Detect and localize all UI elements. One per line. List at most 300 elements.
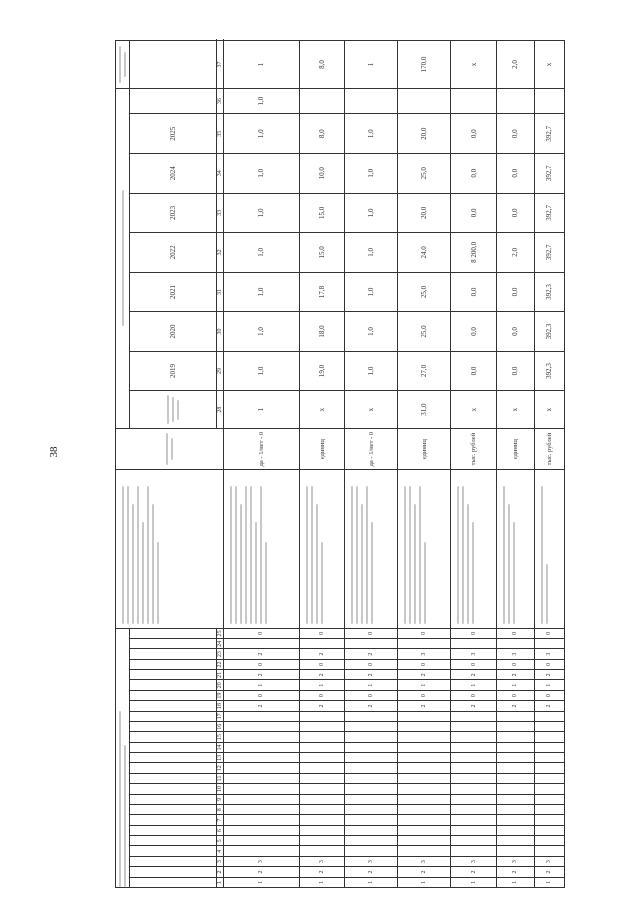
column-index: 30 [217,312,224,352]
year-label: 2019 [169,364,177,379]
table-row [224,41,300,888]
base-year-value: 31,0 [398,391,451,429]
program-indicators-table [115,40,565,888]
code-cell [451,805,496,815]
code-cell [299,784,344,794]
code-cell [398,732,451,742]
target-value: х [534,41,564,88]
code-cell: 1 [534,680,564,690]
code-cell [534,753,564,763]
code-cell: 2 [398,670,451,680]
code-cell [299,825,344,835]
code-cell: 1 [224,877,300,887]
code-column-header [130,815,217,825]
code-cell: 1 [451,680,496,690]
code-cell: 0 [451,690,496,700]
column-index: 18 [217,701,224,711]
column-index: 11 [217,773,224,783]
column-index: 31 [217,272,224,312]
code-cell: 0 [224,628,300,638]
code-cell [534,805,564,815]
year-label: 2023 [169,205,177,220]
code-column-header [130,742,217,752]
code-cell: 3 [534,856,564,866]
year-value: 1,0 [345,154,398,194]
code-cell [299,732,344,742]
code-column-header [130,639,217,649]
code-cell [534,763,564,773]
code-cell [398,763,451,773]
code-cell [496,825,534,835]
code-cell: 1 [398,877,451,887]
year-value: 25,0 [398,154,451,194]
year-header [130,351,217,391]
code-cell: 3 [534,649,564,659]
code-cell [534,784,564,794]
year-value: 1,0 [345,272,398,312]
year-label: 2021 [169,284,177,299]
code-cell [224,639,300,649]
code-cell [496,711,534,721]
code-cell: 2 [299,649,344,659]
year-value: 20,0 [398,114,451,154]
year-value: 0,0 [451,351,496,391]
code-cell [345,773,398,783]
code-cell [224,815,300,825]
code-cell [224,763,300,773]
code-cell: 3 [345,856,398,866]
code-column-header [130,711,217,721]
rotated-table-area [115,40,565,888]
code-cell [299,722,344,732]
code-cell: 0 [451,659,496,669]
code-cell [299,794,344,804]
code-cell: 0 [534,659,564,669]
code-cell [398,784,451,794]
target-value: 8,0 [299,41,344,88]
year-value: 24,0 [398,233,451,273]
code-column-header [130,867,217,877]
year-value: 1,0 [224,312,300,352]
year-value: 20,0 [398,193,451,233]
year-value: 25,0 [398,312,451,352]
code-column-header [130,659,217,669]
extra-value [299,88,344,114]
column-index: 32 [217,233,224,273]
code-cell [496,784,534,794]
code-column-header [130,680,217,690]
code-cell [345,784,398,794]
code-cell [451,794,496,804]
table-row [299,41,344,888]
year-value: 27,0 [398,351,451,391]
code-cell [496,836,534,846]
code-cell [496,815,534,825]
row-description-placeholder [534,470,564,628]
row-description-placeholder [224,470,300,628]
code-cell: 2 [534,701,564,711]
extra-value [451,88,496,114]
year-value: 0,0 [496,351,534,391]
column-index: 15 [217,732,224,742]
code-cell [496,805,534,815]
code-cell [534,742,564,752]
code-cell [224,753,300,763]
year-value: 1,0 [224,351,300,391]
code-cell: 0 [496,659,534,669]
table-row [345,41,398,888]
year-label: 2022 [169,245,177,260]
code-cell: 2 [224,701,300,711]
code-column-header [130,773,217,783]
year-value: 392,3 [534,272,564,312]
code-cell: 2 [496,701,534,711]
code-cell: 2 [224,670,300,680]
code-column-header [130,763,217,773]
year-label: 2025 [169,126,177,141]
code-cell: 3 [496,649,534,659]
year-value: 15,0 [299,233,344,273]
table-row [398,41,451,888]
column-index: 16 [217,722,224,732]
year-label: 2024 [169,166,177,181]
column-index: 23 [217,649,224,659]
code-cell: 0 [496,690,534,700]
code-cell [451,784,496,794]
code-column-header [130,877,217,887]
code-cell [224,794,300,804]
code-cell: 1 [345,877,398,887]
code-cell [398,836,451,846]
code-cell: 2 [299,670,344,680]
code-cell [224,846,300,856]
base-year-value: х [496,391,534,429]
year-value: 392,3 [534,312,564,352]
year-value: 15,0 [299,193,344,233]
code-cell [398,825,451,835]
column-index: 33 [217,193,224,233]
code-cell [534,732,564,742]
row-description-placeholder [398,470,451,628]
year-value: 18,0 [299,312,344,352]
code-cell [299,815,344,825]
code-cell: 2 [451,670,496,680]
code-cell [451,836,496,846]
code-cell: 3 [224,856,300,866]
code-cell: 2 [345,670,398,680]
code-cell: 0 [299,690,344,700]
unit-cell: тыс. рублей [534,428,564,470]
code-cell [398,773,451,783]
code-cell [534,773,564,783]
year-label: 2020 [169,324,177,339]
code-cell [398,711,451,721]
code-cell [451,825,496,835]
column-index: 6 [217,825,224,835]
code-cell: 1 [345,680,398,690]
code-cell: 2 [398,867,451,877]
code-cell [451,732,496,742]
code-cell: 0 [345,690,398,700]
page-number: 38 [48,446,60,458]
code-cell [398,753,451,763]
year-value: 392,7 [534,193,564,233]
code-cell: 0 [398,628,451,638]
year-value: 0,0 [451,154,496,194]
year-header [130,272,217,312]
column-index: 7 [217,815,224,825]
year-value: 8 200,0 [451,233,496,273]
codes-group-header [116,628,130,887]
code-cell: 2 [345,649,398,659]
code-cell: 2 [398,701,451,711]
code-cell: 3 [496,856,534,866]
year-value: 2,0 [496,233,534,273]
code-cell [451,773,496,783]
code-cell [345,742,398,752]
code-cell [496,846,534,856]
code-column-header [130,701,217,711]
extra-value [534,88,564,114]
target-value: 170,0 [398,41,451,88]
year-header [130,312,217,352]
code-cell [534,711,564,721]
unit-cell: да - 1/нет - 0 [224,428,300,470]
code-cell: 0 [224,690,300,700]
table-row [534,41,564,888]
code-cell [496,742,534,752]
code-cell [398,794,451,804]
code-cell [299,639,344,649]
unit-cell: единиц [496,428,534,470]
year-value: 1,0 [345,193,398,233]
code-cell: 2 [451,867,496,877]
base-year-value: х [345,391,398,429]
code-cell [299,846,344,856]
extra-value [345,88,398,114]
code-cell: 0 [224,659,300,669]
year-value: 8,0 [299,114,344,154]
code-cell [299,742,344,752]
year-value: 392,3 [534,351,564,391]
code-cell [451,753,496,763]
year-value: 0,0 [451,114,496,154]
code-cell [345,794,398,804]
code-cell [496,763,534,773]
year-value: 1,0 [345,233,398,273]
year-value: 0,0 [451,312,496,352]
code-cell [398,639,451,649]
years-group-header [116,88,130,428]
code-cell: 0 [345,659,398,669]
year-value: 0,0 [451,193,496,233]
code-cell [345,722,398,732]
code-cell [345,846,398,856]
code-cell [398,815,451,825]
code-cell [496,722,534,732]
code-cell: 1 [451,877,496,887]
code-cell [496,639,534,649]
code-cell [345,732,398,742]
column-index: 3 [217,856,224,866]
code-cell: 1 [496,877,534,887]
target-value: 2,0 [496,41,534,88]
code-cell [534,815,564,825]
code-cell [224,836,300,846]
code-cell [534,639,564,649]
year-value: 0,0 [496,114,534,154]
code-cell [345,805,398,815]
year-value: 1,0 [224,233,300,273]
code-cell [345,639,398,649]
unit-cell: тыс. рублей [451,428,496,470]
code-cell: 1 [398,680,451,690]
code-cell: 3 [451,649,496,659]
column-index: 10 [217,784,224,794]
code-cell [451,722,496,732]
year-value: 0,0 [496,154,534,194]
year-header [130,193,217,233]
row-description-placeholder [345,470,398,628]
code-column-header [130,825,217,835]
column-index: 2 [217,867,224,877]
code-cell [398,805,451,815]
code-cell: 3 [398,649,451,659]
code-cell: 2 [224,649,300,659]
base-year-value: х [534,391,564,429]
column-index: 13 [217,753,224,763]
unit-cell: да - 1/нет - 0 [345,428,398,470]
column-index: 25 [217,628,224,638]
code-column-header [130,805,217,815]
code-cell: 0 [398,690,451,700]
column-index: 24 [217,639,224,649]
column-index: 1 [217,877,224,887]
extra-year-header [130,88,217,114]
target-value: 1 [345,41,398,88]
column-index: 22 [217,659,224,669]
code-cell [534,846,564,856]
code-column-header [130,670,217,680]
code-cell: 1 [299,877,344,887]
code-cell: 2 [534,670,564,680]
code-column-header [130,753,217,763]
code-cell [299,711,344,721]
year-value: 19,0 [299,351,344,391]
year-value: 0,0 [496,193,534,233]
header-row-main [116,41,130,888]
code-cell [299,763,344,773]
code-cell [224,784,300,794]
code-cell: 2 [534,867,564,877]
column-index: 12 [217,763,224,773]
column-index: 17 [217,711,224,721]
year-value: 10,0 [299,154,344,194]
row-description-placeholder [496,470,534,628]
code-cell [345,753,398,763]
code-cell: 0 [496,628,534,638]
code-cell [299,805,344,815]
code-cell [345,836,398,846]
code-cell: 0 [451,628,496,638]
code-cell [224,711,300,721]
unit-cell: единиц [299,428,344,470]
column-index: 20 [217,680,224,690]
code-cell [451,846,496,856]
unit-header [116,428,224,470]
table-row [451,41,496,888]
code-cell [496,732,534,742]
column-index: 4 [217,846,224,856]
code-column-header [130,722,217,732]
year-value: 1,0 [224,272,300,312]
table-container [115,40,565,888]
code-cell: 2 [345,701,398,711]
year-value: 25,0 [398,272,451,312]
column-index: 19 [217,690,224,700]
code-column-header [130,794,217,804]
description-header [116,470,224,628]
code-cell [345,815,398,825]
target-value: х [451,41,496,88]
code-column-header [130,846,217,856]
year-value: 1,0 [224,154,300,194]
code-cell [224,722,300,732]
column-index: 35 [217,114,224,154]
base-year-value: 1 [224,391,300,429]
code-cell: 0 [299,628,344,638]
code-cell [224,742,300,752]
code-cell: 1 [496,680,534,690]
code-cell: 1 [299,680,344,690]
code-cell: 3 [451,856,496,866]
code-cell: 0 [534,628,564,638]
code-cell [398,846,451,856]
column-index: 36 [217,88,224,114]
unit-cell: единиц [398,428,451,470]
code-cell [224,805,300,815]
code-cell [451,763,496,773]
code-cell [224,825,300,835]
year-header [130,233,217,273]
target-value: 1 [224,41,300,88]
column-index: 29 [217,351,224,391]
column-index: 8 [217,805,224,815]
code-cell: 0 [299,659,344,669]
year-value: 17,8 [299,272,344,312]
code-cell: 1 [224,680,300,690]
column-index: 28 [217,391,224,429]
code-cell: 2 [299,867,344,877]
column-index: 21 [217,670,224,680]
code-cell [398,722,451,732]
column-index: 5 [217,836,224,846]
code-cell [451,815,496,825]
code-cell [299,836,344,846]
code-cell [299,753,344,763]
year-value: 1,0 [345,114,398,154]
extra-value [496,88,534,114]
extra-value: 1,0 [224,88,300,114]
code-column-header [130,732,217,742]
year-value: 392,7 [534,233,564,273]
year-value: 0,0 [496,312,534,352]
code-column-header [130,649,217,659]
code-column-header [130,690,217,700]
code-cell [534,722,564,732]
year-value: 392,7 [534,114,564,154]
target-value-header [130,41,217,88]
